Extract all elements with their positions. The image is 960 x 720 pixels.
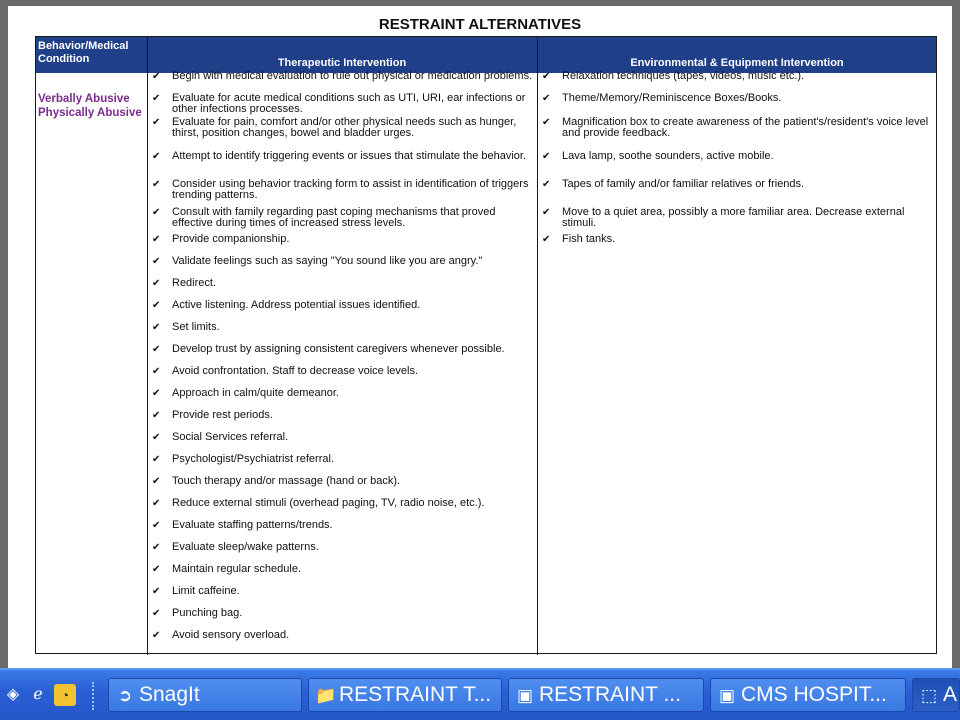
condition-physical: Physically Abusive xyxy=(38,107,142,119)
checkmark-icon: ✔ xyxy=(152,432,161,443)
therapeutic-item-text: Validate feelings such as saying "You sound like you are angry." xyxy=(172,255,483,267)
table-header xyxy=(36,37,936,73)
condition-cell xyxy=(38,92,146,120)
checkmark-icon: ✔ xyxy=(152,630,161,641)
column-divider xyxy=(537,37,538,655)
environmental-item-text: Magnification box to create awareness of the patient's/resident's voice level and provide feedback. xyxy=(562,116,929,139)
taskbar-button-label: RESTRAINT T... xyxy=(339,683,492,706)
environmental-item-text: Lava lamp, soothe sounders, active mobile. xyxy=(562,150,774,162)
environmental-item-text: Fish tanks. xyxy=(562,233,616,245)
therapeutic-item-text: Develop trust by assigning consistent caregivers whenever possible. xyxy=(172,343,505,355)
therapeutic-item-text: Touch therapy and/or massage (hand or back). xyxy=(172,475,401,487)
therapeutic-item-text: Social Services referral. xyxy=(172,431,289,443)
therapeutic-item-text: Punching bag. xyxy=(172,607,243,619)
checkmark-icon: ✔ xyxy=(152,151,161,162)
restraint-table xyxy=(35,36,937,654)
checkmark-icon: ✔ xyxy=(152,117,161,128)
therapeutic-item-text: Active listening. Address potential issues identified. xyxy=(172,299,421,311)
therapeutic-item-text: Attempt to identify triggering events or issues that stimulate the behavior. xyxy=(172,150,527,162)
powerpoint-icon: ▣ xyxy=(516,686,534,705)
checkmark-icon: ✔ xyxy=(542,207,551,218)
checkmark-icon: ✔ xyxy=(152,564,161,575)
checkmark-icon: ✔ xyxy=(152,586,161,597)
header-condition xyxy=(38,40,146,66)
condition-verbal: Verbally Abusive xyxy=(38,93,130,105)
checkmark-icon: ✔ xyxy=(152,344,161,355)
folder-icon: 📁 xyxy=(315,686,337,705)
therapeutic-item-text: Avoid confrontation. Staff to decrease voice levels. xyxy=(172,365,419,377)
therapeutic-item-text: Set limits. xyxy=(172,321,220,333)
therapeutic-item-text: Provide companionship. xyxy=(172,233,290,245)
pdf-icon: ⬚ xyxy=(920,686,938,705)
therapeutic-item-text: Evaluate for acute medical conditions such as UTI, URI, ear infections or other infections processes. xyxy=(172,92,526,115)
checkmark-icon: ✔ xyxy=(152,476,161,487)
therapeutic-item-text: Begin with medical evaluation to rule out physical or medication problems. xyxy=(172,70,533,82)
checkmark-icon: ✔ xyxy=(542,179,551,190)
taskbar xyxy=(0,668,960,720)
taskbar-button-label: SnagIt xyxy=(139,683,200,706)
checkmark-icon: ✔ xyxy=(542,234,551,245)
document-page xyxy=(8,6,952,668)
checkmark-icon: ✔ xyxy=(542,151,551,162)
checkmark-icon: ✔ xyxy=(152,608,161,619)
document-title: RESTRAINT ALTERNATIVES xyxy=(378,16,582,33)
therapeutic-item-text: Consult with family regarding past coping mechanisms that proved effective during times of increased stress levels. xyxy=(172,206,496,229)
checkmark-icon: ✔ xyxy=(152,93,161,104)
checkmark-icon: ✔ xyxy=(152,278,161,289)
toolbar-grip[interactable] xyxy=(92,682,98,710)
checkmark-icon: ✔ xyxy=(152,520,161,531)
taskbar-button[interactable] xyxy=(508,678,704,712)
header-condition-line1: Behavior/Medical xyxy=(38,40,129,52)
checkmark-icon: ✔ xyxy=(152,454,161,465)
taskbar-button[interactable] xyxy=(308,678,502,712)
checkmark-icon: ✔ xyxy=(152,542,161,553)
powerpoint-icon: ▣ xyxy=(718,686,736,705)
desktop-icon[interactable]: ◈ xyxy=(6,686,20,703)
checkmark-icon: ✔ xyxy=(152,322,161,333)
therapeutic-item-text: Maintain regular schedule. xyxy=(172,563,302,575)
environmental-item-text: Theme/Memory/Reminiscence Boxes/Books. xyxy=(562,92,782,104)
taskbar-button[interactable] xyxy=(912,678,960,712)
checkmark-icon: ✔ xyxy=(152,71,161,82)
taskbar-button-label: CMS HOSPIT... xyxy=(741,683,887,706)
taskbar-button[interactable] xyxy=(710,678,906,712)
taskbar-button-label: RESTRAINT ... xyxy=(539,683,681,706)
taskbar-button[interactable] xyxy=(108,678,302,712)
checkmark-icon: ✔ xyxy=(542,93,551,104)
header-therapeutic: Therapeutic Intervention xyxy=(277,57,407,69)
therapeutic-item-text: Approach in calm/quite demeanor. xyxy=(172,387,339,399)
checkmark-icon: ✔ xyxy=(542,71,551,82)
checkmark-icon: ✔ xyxy=(152,179,161,190)
therapeutic-item-text: Provide rest periods. xyxy=(172,409,273,421)
therapeutic-item-text: Evaluate for pain, comfort and/or other physical needs such as hunger, thirst, position changes, bowel and bladder urges. xyxy=(172,116,517,139)
header-environmental: Environmental & Equipment Intervention xyxy=(630,57,844,69)
header-condition-line2: Condition xyxy=(38,53,90,65)
taskbar-button-label: A xyxy=(943,683,958,706)
environmental-item-text: Tapes of family and/or familiar relatives or friends. xyxy=(562,178,805,190)
checkmark-icon: ✔ xyxy=(542,117,551,128)
checkmark-icon: ✔ xyxy=(152,256,161,267)
column-divider xyxy=(147,37,148,655)
therapeutic-item-text: Reduce external stimuli (overhead paging, TV, radio noise, etc.). xyxy=(172,497,485,509)
checkmark-icon: ✔ xyxy=(152,300,161,311)
checkmark-icon: ✔ xyxy=(152,234,161,245)
checkmark-icon: ✔ xyxy=(152,388,161,399)
checkmark-icon: ✔ xyxy=(152,366,161,377)
therapeutic-item-text: Consider using behavior tracking form to assist in identification of triggers trending patterns. xyxy=(172,178,529,201)
snagit-icon: ➲ xyxy=(117,686,133,705)
checkmark-icon: ✔ xyxy=(152,498,161,509)
therapeutic-item-text: Avoid sensory overload. xyxy=(172,629,290,641)
environmental-item-text: Relaxation techniques (tapes, videos, music etc.). xyxy=(562,70,805,82)
therapeutic-item-text: Psychologist/Psychiatrist referral. xyxy=(172,453,334,465)
checkmark-icon: ✔ xyxy=(152,410,161,421)
therapeutic-item-text: Evaluate sleep/wake patterns. xyxy=(172,541,319,553)
therapeutic-item-text: Limit caffeine. xyxy=(172,585,240,597)
outlook-icon[interactable]: ◔ xyxy=(54,684,76,706)
therapeutic-item-text: Redirect. xyxy=(172,277,217,289)
therapeutic-item-text: Evaluate staffing patterns/trends. xyxy=(172,519,333,531)
checkmark-icon: ✔ xyxy=(152,207,161,218)
environmental-item-text: Move to a quiet area, possibly a more familiar area. Decrease external stimuli. xyxy=(562,206,905,229)
internet-explorer-icon[interactable]: ℯ xyxy=(33,686,43,703)
